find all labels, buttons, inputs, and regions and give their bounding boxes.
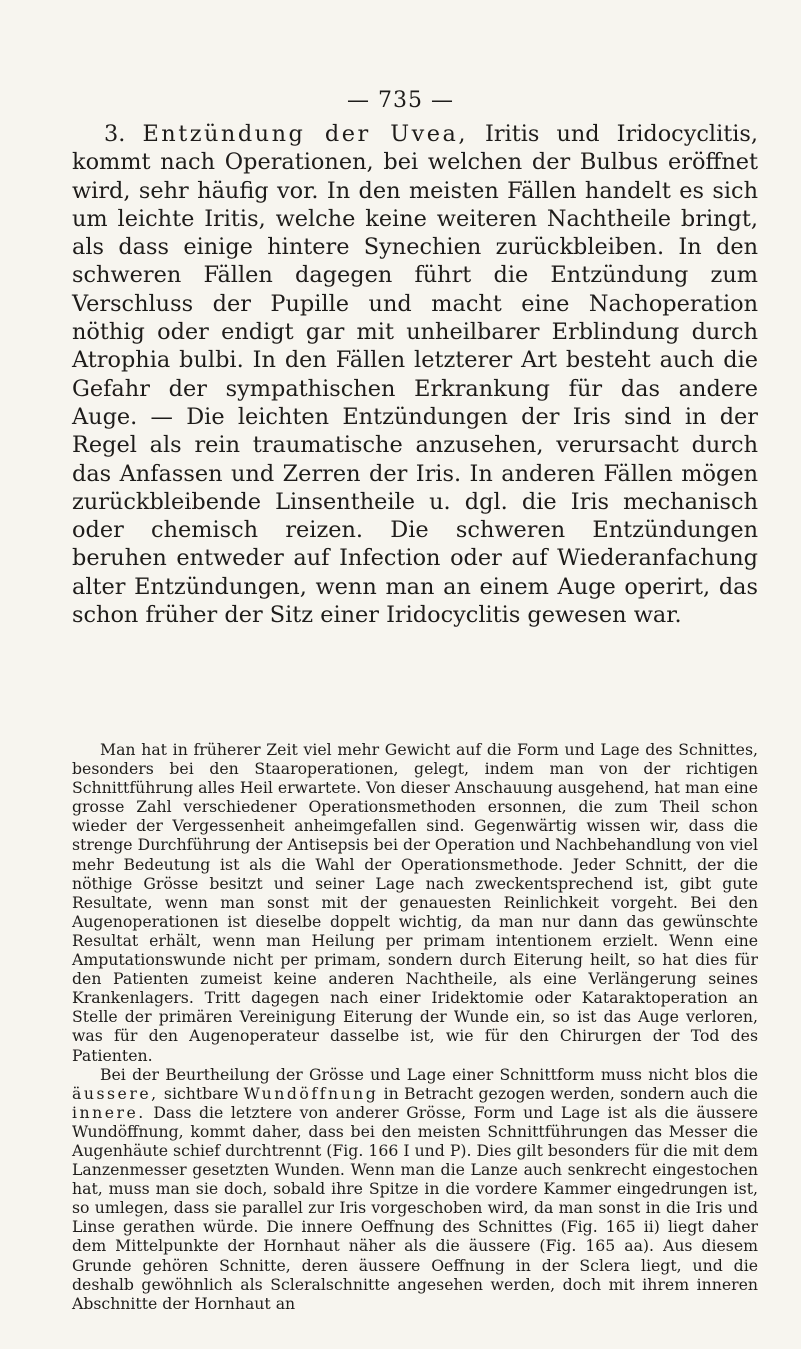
text-run: in Betracht gezogen werden, sondern auch die	[383, 1083, 758, 1103]
section-number: 3.	[104, 121, 126, 147]
small-print-text	[72, 740, 758, 1313]
paragraph-beurtheilung	[72, 1065, 758, 1313]
text-run: Dass die letztere von anderer Grösse, Form und Lage ist als die äussere Wundöffnung, kommt daher, dass bei den meisten Schnittführungen das Messer die Augenhäute schief durchtrennt (Fig. 166 I und P). Dies gilt besonders für die mit dem Lanzenmesser gesetzten Wunden. Wenn man die Lanze auch senkrecht eingestochen hat, muss man sie doch, sobald ihre Spitze in die vordere Kammer eingedrungen ist, so umlegen, dass sie parallel zur Iris vorgeschoben wird, da man sonst in die Iris und Linse gerathen würde. Die innere Oeffnung des Schnittes (Fig. 165 ii) liegt daher dem Mittelpunkte der Hornhaut näher als die äussere (Fig. 165 aa). Aus diesem Grunde gehören Schnitte, deren äussere Oeffnung in der Sclera liegt, und die deshalb gewöhnlich als Scleralschnitte angesehen werden, doch mit ihrem inneren Abschnitte der Hornhaut an	[72, 1102, 758, 1313]
paragraph-uvea	[72, 120, 758, 629]
paragraph-schnitt: Man hat in früherer Zeit viel mehr Gewicht auf die Form und Lage des Schnittes, besonders bei den Staaroperationen, gelegt, indem man von der richtigen Schnittführung alles Heil erwartete. Von dieser Anschauung ausgehend, hat man eine grosse Zahl verschiedener Operationsmethoden ersonnen, die zum Theil schon wieder der Vergessenheit anheimgefallen sind. Gegenwärtig wissen wir, dass die strenge Durchführung der Antisepsis bei der Operation und Nachbehandlung von viel mehr Bedeutung ist als die Wahl der Operationsmethode. Jeder Schnitt, der die nöthige Grösse besitzt und seiner Lage nach zweckentsprechend ist, gibt gute Resultate, wenn man sonst mit der genauesten Reinlichkeit vorgeht. Bei den Augenoperationen ist dieselbe doppelt wichtig, da man nur dann das gewünschte Resultat erhält, wenn man Heilung per primam intentionem erzielt. Wenn eine Amputationswunde nicht per primam, sondern durch Eiterung heilt, so hat dies für den Patienten zumeist keine anderen Nachtheile, als eine Verlängerung seines Krankenlagers. Tritt dagegen nach einer Iridektomie oder Kataraktoperation an Stelle der primären Vereinigung Eiterung der Wunde ein, so ist das Auge verloren, was für den Augenoperateur dasselbe ist, wie für den Chirurgen der Tod des Patienten.	[72, 740, 758, 1065]
emphasis-wundoeffnung: Wundöffnung	[243, 1083, 379, 1103]
page-number: — 735 —	[347, 88, 454, 113]
text-run: Bei der Beurtheilung der Grösse und Lage einer Schnittform muss nicht blos die	[100, 1064, 758, 1084]
text-run: sichtbare	[163, 1083, 239, 1103]
paragraph-uvea-text: Iritis und Iridocyclitis, kommt nach Operationen, bei welchen der Bulbus eröffnet wird, sehr häufig vor. In den meisten Fällen handelt es sich um leichte Iritis, welche keine weiteren Nachtheile bringt, als dass einige hintere Synechien zurückbleiben. In den schweren Fällen dagegen führt die Entzündung zum Verschluss der Pupille und macht eine Nachoperation nöthig oder endigt gar mit unheilbarer Erblindung durch Atrophia bulbi. In den Fällen letzterer Art besteht auch die Gefahr der sympathischen Erkrankung für das andere Auge. — Die leichten Entzündungen der Iris sind in der Regel als rein traumatische anzusehen, verursacht durch das Anfassen und Zerren der Iris. In anderen Fällen mögen zurückbleibende Linsentheile u. dgl. die Iris mechanisch oder chemisch reizen. Die schweren Entzündungen beruhen entweder auf Infection oder auf Wiederanfachung alter Entzündungen, wenn man an einem Auge operirt, das schon früher der Sitz einer Iridocyclitis gewesen war.	[72, 121, 759, 629]
emphasis-innere: innere.	[72, 1102, 146, 1122]
main-text	[72, 120, 758, 629]
emphasis-aeussere: äussere,	[72, 1083, 159, 1103]
section-title: Entzündung der Uvea,	[142, 121, 468, 147]
